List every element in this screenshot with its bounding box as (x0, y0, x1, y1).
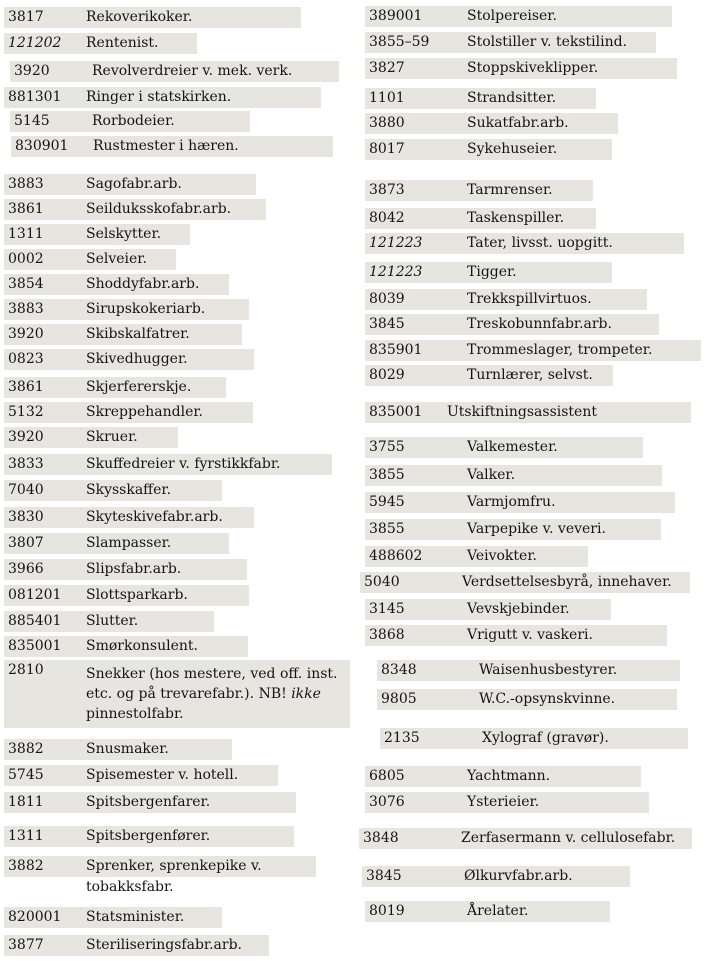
occupation-title: Rentenist. (86, 35, 159, 51)
occupation-title: Yachtmann. (467, 768, 551, 784)
occupation-title: Slottsparkarb. (86, 587, 188, 603)
index-row (4, 33, 197, 54)
index-row (4, 174, 256, 195)
occupation-code: 8042 (369, 210, 405, 226)
occupation-code: 3807 (8, 535, 44, 551)
index-row (359, 828, 692, 849)
occupation-title: Varpepike v. veveri. (467, 521, 606, 537)
occupation-code: 3883 (8, 301, 44, 317)
index-row (365, 465, 662, 486)
occupation-code: 3817 (8, 9, 44, 25)
index-row (4, 349, 254, 370)
index-row (377, 660, 680, 681)
occupation-title: Spitsbergenfører. (86, 828, 211, 844)
occupation-code: 3883 (8, 176, 44, 192)
occupation-title: Smørkonsulent. (86, 638, 198, 654)
occupation-title: Sprenker, sprenkepike v. tobakksfabr. (86, 858, 267, 895)
occupation-title: Sukatfabr.arb. (467, 115, 569, 131)
index-row (11, 136, 333, 157)
index-row (365, 901, 610, 922)
occupation-title: Skuffedreier v. fyrstikkfabr. (86, 456, 281, 472)
occupation-title: Trommeslager, trompeter. (467, 342, 653, 358)
index-row (4, 739, 232, 760)
occupation-title: Slipsfabr.arb. (86, 561, 182, 577)
occupation-code: 3882 (8, 858, 44, 874)
occupation-code: 121223 (369, 264, 423, 280)
index-row (4, 935, 269, 956)
occupation-title (86, 664, 344, 724)
occupation-title: Shoddyfabr.arb. (86, 276, 200, 292)
index-row (365, 402, 691, 423)
occupation-code: 3145 (369, 601, 405, 617)
occupation-title: Sagofabr.arb. (86, 176, 182, 192)
occupation-code: 830901 (15, 138, 69, 154)
index-row (365, 208, 596, 229)
occupation-code: 3833 (8, 456, 44, 472)
index-row (4, 402, 253, 423)
occupation-code: 5945 (369, 494, 405, 510)
note-prefix: NB! (258, 686, 292, 702)
occupation-title: Rekoverikoker. (86, 9, 193, 25)
occupation-title: Steriliseringsfabr.arb. (86, 937, 242, 953)
occupation-code: 3830 (8, 509, 44, 525)
occupation-code: 3855–59 (369, 34, 430, 50)
occupation-code: 3845 (369, 316, 405, 332)
occupation-title: Ølkurvfabr.arb. (464, 868, 573, 884)
note-suffix: pinnestolfabr. (86, 686, 326, 722)
occupation-code: 3848 (363, 830, 399, 846)
occupation-title: Trekkspillvirtuos. (467, 291, 592, 307)
occupation-code: 2810 (8, 662, 44, 678)
occupation-title: Sykehuseier. (467, 141, 558, 157)
occupation-code: 835001 (369, 404, 423, 420)
index-row (4, 324, 242, 345)
index-row (377, 689, 677, 710)
occupation-code: 8029 (369, 367, 405, 383)
index-row (365, 139, 612, 160)
index-row (365, 792, 649, 813)
index-row (365, 314, 659, 335)
index-row (365, 6, 672, 27)
occupation-code: 3966 (8, 561, 44, 577)
index-row (4, 377, 226, 398)
occupation-code: 2135 (384, 730, 420, 746)
index-row (4, 559, 247, 580)
occupation-code: 5040 (364, 574, 400, 590)
occupation-code: 6805 (369, 768, 405, 784)
index-row (365, 233, 684, 254)
occupation-code: 3861 (8, 379, 44, 395)
occupation-code: 3877 (8, 937, 44, 953)
occupation-title: Valker. (467, 467, 516, 483)
occupation-title: Selskytter. (86, 226, 162, 242)
index-row (365, 88, 596, 109)
index-row (365, 437, 643, 458)
occupation-title: Ringer i statskirken. (86, 89, 232, 105)
occupation-code: 081201 (8, 587, 62, 603)
occupation-code: 121202 (8, 35, 62, 51)
occupation-code: 5145 (14, 113, 50, 129)
occupation-code: 8019 (369, 903, 405, 919)
occupation-code: 3854 (8, 276, 44, 292)
index-row (4, 507, 254, 528)
index-row (365, 180, 593, 201)
occupation-title: Spisemester v. hotell. (86, 767, 239, 783)
occupation-title: Skyteskivefabr.arb. (86, 509, 223, 525)
index-row (365, 625, 667, 646)
occupation-title: Statsminister. (86, 909, 185, 925)
occupation-code: 0823 (8, 351, 44, 367)
index-row (380, 728, 688, 749)
index-row (4, 274, 229, 295)
occupation-code: 8017 (369, 141, 405, 157)
occupation-title: Utskiftningsassistent (447, 404, 597, 420)
occupation-code: 1811 (8, 794, 44, 810)
occupation-code: 1101 (369, 90, 405, 106)
index-row (4, 427, 178, 448)
index-row (365, 365, 613, 386)
occupation-code: 3920 (8, 326, 44, 342)
index-row (365, 766, 641, 787)
occupation-code: 8348 (381, 662, 417, 678)
occupation-title: Skjerfererskje. (86, 379, 192, 395)
occupation-title: Skruer. (86, 429, 138, 445)
occupation-code: 3755 (369, 439, 405, 455)
index-row (4, 611, 214, 632)
occupation-code: 488602 (369, 548, 423, 564)
occupation-title: Ysterieier. (467, 794, 540, 810)
occupation-code: 3880 (369, 115, 405, 131)
occupation-code: 8039 (369, 291, 405, 307)
occupation-title: Slampasser. (86, 535, 172, 551)
occupation-title: Stoppskiveklipper. (467, 60, 599, 76)
occupation-title: Selveier. (86, 251, 147, 267)
occupation-title: Stolstiller v. tekstilind. (467, 34, 628, 50)
occupation-title: Taskenspiller. (467, 210, 565, 226)
occupation-code: 9805 (381, 691, 417, 707)
occupation-title: Vrigutt v. vaskeri. (467, 627, 593, 643)
occupation-code: 885401 (8, 613, 62, 629)
index-row (4, 856, 316, 895)
index-row (365, 289, 647, 310)
occupation-title: Varmjomfru. (467, 494, 556, 510)
occupation-code: 3882 (8, 741, 44, 757)
occupation-code: 835901 (369, 342, 423, 358)
occupation-code: 820001 (8, 909, 62, 925)
occupation-code: 1311 (8, 828, 44, 844)
index-row (4, 454, 332, 475)
occupation-title: Skysskaffer. (86, 482, 172, 498)
occupation-title: Treskobunnfabr.arb. (467, 316, 612, 332)
occupation-title: W.C.-opsynskvinne. (479, 691, 616, 707)
index-row (10, 61, 339, 82)
occupation-title: Valkemester. (467, 439, 558, 455)
index-row (365, 58, 677, 79)
occupation-title: Xylograf (gravør). (482, 730, 609, 746)
occupation-title: Stolpereiser. (467, 8, 557, 24)
index-row (4, 792, 296, 813)
occupation-title: Strandsitter. (467, 90, 557, 106)
occupation-code: 3920 (14, 63, 50, 79)
index-row (360, 572, 690, 593)
occupation-code: 0002 (8, 251, 44, 267)
index-row (365, 492, 675, 513)
index-row (365, 519, 661, 540)
occupation-title: Rustmester i hæren. (93, 138, 239, 154)
occupation-title: Vevskjebinder. (467, 601, 570, 617)
index-row (4, 826, 294, 847)
occupation-title: Seilduksskofabr.arb. (86, 201, 232, 217)
occupation-code: 3827 (369, 60, 405, 76)
index-row (4, 533, 229, 554)
index-row (4, 660, 350, 728)
occupation-title: Spitsbergenfarer. (86, 794, 211, 810)
occupation-title: Snusmaker. (86, 741, 169, 757)
index-row (365, 546, 588, 567)
occupation-title-text: Snekker (hos mestere, ved off. inst. etc. og på trevarefabr.). (86, 666, 342, 702)
occupation-code: 121223 (369, 235, 423, 251)
occupation-code: 3076 (369, 794, 405, 810)
occupation-code: 7040 (8, 482, 44, 498)
occupation-code: 5745 (8, 767, 44, 783)
occupation-code: 3920 (8, 429, 44, 445)
occupation-title: Waisenhusbestyrer. (479, 662, 618, 678)
index-row (365, 113, 618, 134)
occupation-title: Skibskalfatrer. (86, 326, 190, 342)
occupation-code: 835001 (8, 638, 62, 654)
occupation-title: Sirupskokeriarb. (86, 301, 206, 317)
occupation-code: 3855 (369, 521, 405, 537)
index-row (4, 249, 176, 270)
occupation-title: Rorbodeier. (92, 113, 175, 129)
index-row (362, 866, 630, 887)
occupation-title: Veivokter. (467, 548, 537, 564)
occupation-code: 881301 (8, 89, 62, 105)
index-row (365, 599, 611, 620)
occupation-title: Tigger. (467, 264, 517, 280)
occupation-code: 389001 (369, 8, 423, 24)
occupation-title: Årelater. (467, 903, 529, 919)
occupation-title: Skivedhugger. (86, 351, 188, 367)
index-row (4, 299, 249, 320)
index-row (4, 199, 266, 220)
occupation-title: Verdsettelsesbyrå, innehaver. (462, 574, 672, 590)
occupation-title: Tarmrenser. (467, 182, 553, 198)
occupation-code: 3861 (8, 201, 44, 217)
occupation-title: Revolverdreier v. mek. verk. (92, 63, 293, 79)
occupation-title: Slutter. (86, 613, 139, 629)
index-row (4, 7, 301, 28)
index-row (4, 480, 222, 501)
occupation-title: Skreppehandler. (86, 404, 203, 420)
index-row (4, 224, 190, 245)
occupation-code: 5132 (8, 404, 44, 420)
index-row (4, 585, 249, 606)
occupation-code: 3845 (366, 868, 402, 884)
index-row (4, 636, 248, 657)
index-row (4, 765, 278, 786)
note-emphasis: ikke (291, 686, 321, 702)
occupation-code: 3868 (369, 627, 405, 643)
occupation-code: 1311 (8, 226, 44, 242)
index-row (365, 32, 656, 53)
index-row (4, 87, 321, 108)
occupation-code: 3855 (369, 467, 405, 483)
occupation-title: Tater, livsst. uopgitt. (467, 235, 613, 251)
index-row (365, 262, 612, 283)
index-row (4, 907, 222, 928)
occupation-code: 3873 (369, 182, 405, 198)
occupation-title: Zerfasermann v. cellulosefabr. (461, 830, 676, 846)
index-row (365, 340, 701, 361)
index-row (10, 111, 250, 132)
occupation-title: Turnlærer, selvst. (467, 367, 593, 383)
